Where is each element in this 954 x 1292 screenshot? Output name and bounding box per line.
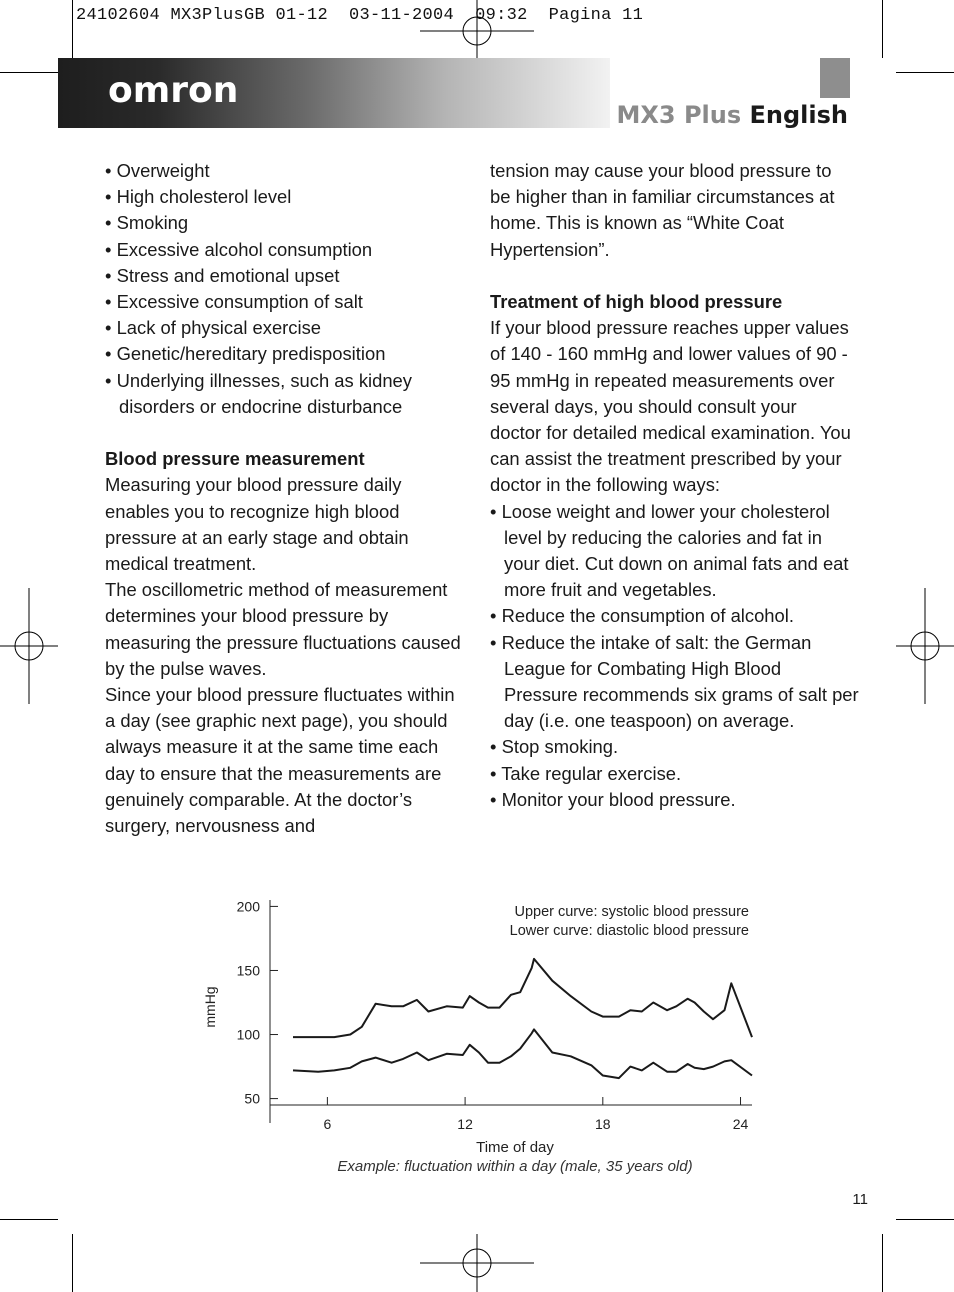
x-axis-label: Time of day	[476, 1139, 554, 1156]
print-slug: 24102604 MX3PlusGB 01-12 03-11-2004 09:32 Pagina 11	[76, 6, 644, 25]
list-item: • Smoking	[105, 210, 475, 236]
paragraph: If your blood pressure reaches upper values of 140 - 160 mmHg and lower values of 90 - 95 mmHg in repeated measurements over several days, you should consult your doctor for detailed medical examination. You can assist the treatment prescribed by your doctor in the following ways:	[490, 317, 851, 496]
chart-caption: Example: fluctuation within a day (male, 35 years old)	[337, 1158, 693, 1175]
list-item: • Stress and emotional upset	[105, 263, 475, 289]
right-column	[490, 158, 860, 813]
crop-mark	[896, 1219, 954, 1220]
paragraph: tension may cause your blood pressure to be higher than in familiar circumstances at home. This is known as “White Coat Hypertension”.	[490, 160, 835, 260]
registration-mark-icon	[896, 588, 954, 704]
list-item: • Lack of physical exercise	[105, 315, 475, 341]
list-item: • Stop smoking.	[490, 734, 860, 760]
language-label: English	[749, 101, 848, 129]
model-name: MX3 Plus	[616, 101, 742, 129]
y-tick-label: 50	[244, 1090, 260, 1107]
brand-banner	[58, 58, 610, 128]
section-heading: Blood pressure measurement	[105, 448, 365, 470]
legend-entry: Lower curve: diastolic blood pressure	[509, 923, 749, 939]
list-item: • Overweight	[105, 158, 475, 184]
list-item: • Excessive alcohol consumption	[105, 237, 475, 263]
legend-entry: Upper curve: systolic blood pressure	[514, 904, 749, 920]
list-item: • Genetic/hereditary predisposition	[105, 341, 475, 367]
registration-mark-icon	[0, 588, 60, 704]
x-tick-label: 6	[323, 1116, 332, 1132]
page-number: 11	[852, 1191, 868, 1208]
crop-mark	[882, 0, 883, 58]
paragraph: Measuring your blood pressure daily enables you to recognize high blood pressure at an early stage and obtain medical treatment.	[105, 474, 409, 575]
section-heading: Treatment of high blood pressure	[490, 291, 783, 312]
diastolic-series-line	[293, 1029, 752, 1078]
omron-logo: omron	[108, 70, 239, 111]
paragraph: Since your blood pressure fluctuates within a day (see graphic next page), you should always measure it at the same time each day to ensure that the measurements are genuinely comparable. At the doctor’s surgery, nervousness and	[105, 684, 455, 837]
y-tick-label: 200	[236, 898, 260, 915]
crop-mark	[72, 1234, 73, 1292]
list-item: • Underlying illnesses, such as kidney disorders or endocrine disturbance	[105, 368, 449, 420]
y-tick-label: 150	[236, 962, 260, 979]
list-item: • Reduce the intake of salt: the German League for Combating High Blood Pressure recommends six grams of salt per day (i.e. one teaspoon) on average.	[490, 630, 859, 735]
list-item: • Monitor your blood pressure.	[490, 787, 860, 813]
crop-mark	[0, 72, 58, 73]
advice-list	[490, 499, 860, 813]
y-tick-label: 100	[236, 1026, 260, 1043]
crop-mark	[896, 72, 954, 73]
bp-fluctuation-chart	[190, 890, 770, 1158]
x-tick-label: 24	[732, 1116, 749, 1132]
risk-factor-list	[105, 158, 475, 420]
crop-mark	[0, 1219, 58, 1220]
list-item: • Take regular exercise.	[490, 761, 860, 787]
section-tab	[820, 58, 850, 98]
registration-mark-icon	[420, 1234, 534, 1292]
y-axis-label: mmHg	[202, 986, 218, 1028]
crop-mark	[882, 1234, 883, 1292]
x-tick-label: 12	[457, 1116, 473, 1132]
crop-mark	[72, 0, 73, 58]
paragraph: The oscillometric method of measurement determines your blood pressure by measuring the pressure fluctuations caused by the pulse waves.	[105, 579, 461, 679]
systolic-series-line	[293, 959, 752, 1037]
x-tick-label: 18	[595, 1116, 611, 1132]
page-title	[617, 101, 848, 129]
list-item: • Loose weight and lower your cholesterol level by reducing the calories and fat in your diet. Cut down on animal fats and eat more fruit and vegetables.	[490, 499, 854, 604]
list-item: • Reduce the consumption of alcohol.	[490, 603, 860, 629]
list-item: • High cholesterol level	[105, 184, 475, 210]
list-item: • Excessive consumption of salt	[105, 289, 475, 315]
left-column	[105, 158, 475, 839]
